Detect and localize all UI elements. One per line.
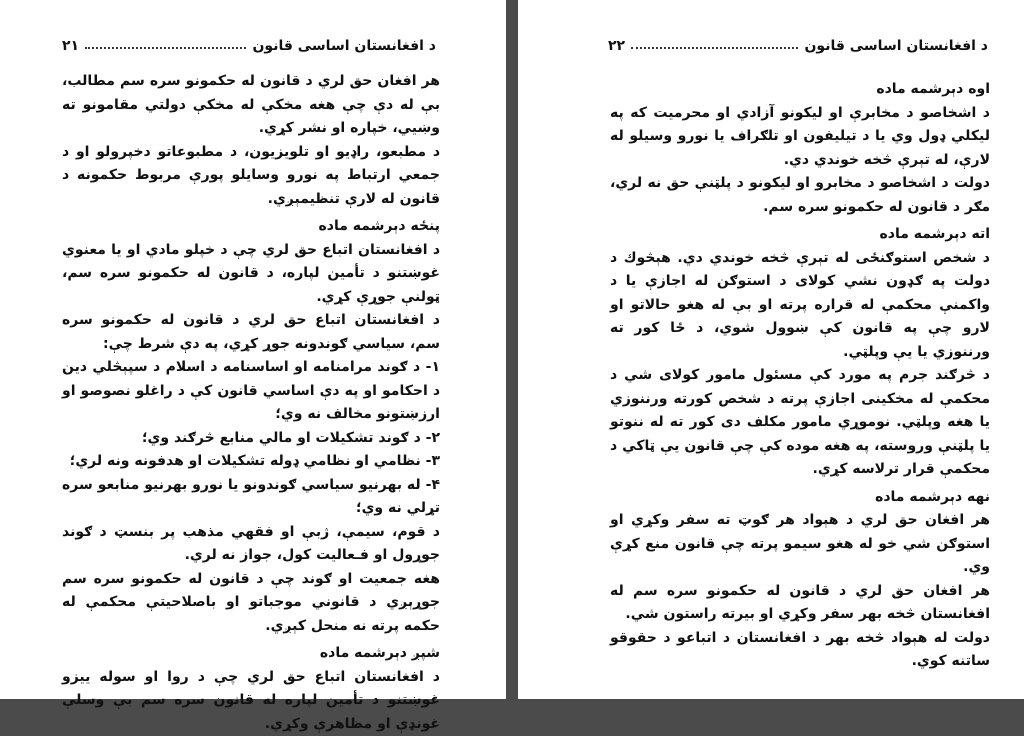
- article-heading: اته دېرشمه ماده: [610, 223, 990, 247]
- right-page: [518, 0, 1024, 699]
- article-heading: شپږ دېرشمه ماده: [62, 642, 440, 666]
- paragraph: هر افغان حق لري د هېواد هر ګوټ ته سفر وكړي او استوګن شي خو له هغو سيمو پرته چې قانون منع كړې وي.: [610, 509, 990, 580]
- paragraph: د شخص استوګنځى له تېرې څخه خوندي دي. هېڅوك د دولت په ګډون نشي كولاى د استوګن له اجازې يا د واكمنې محكمې له قراره پرته او بې له هغو حالاتو او لارو چې په قانون كې ښوول شوي، د ځا كور ته ورننوزي يا يې وپلټي.: [610, 247, 990, 365]
- paragraph: د افغانستان اتباع حق لري چې د خپلو مادي او يا معنوي غوښتنو د تأمين لپاره، د قانون له حكمونو سره سم، ټولنې جوړې كړي.: [62, 239, 440, 310]
- header-dotted-leader: [631, 47, 798, 49]
- left-page: [0, 0, 506, 699]
- list-item: ۱- د ګوند مرامنامه او اساسنامه د اسلام د سپېڅلي دين د احكامو او په دې اساسي قانون كې د راغلو نصوصو او ارزښتونو مخالف نه وي؛: [62, 356, 440, 427]
- left-page-header-title: د افغانستان اساسی قانون: [252, 38, 436, 54]
- right-page-number: ۲۲: [608, 38, 625, 54]
- list-item: ۲- د ګوند تشكيلات او مالي منابع څرګند وي؛: [62, 427, 440, 451]
- paragraph: د افغانستان اتباع حق لري چې د روا او سوله ييزو غوښتنو د تأمين لپاره له قانون سره سم بې وسلې غونډې او مظاهرې وكړي.: [62, 666, 440, 736]
- paragraph: د افغانستان اتباع حق لري د قانون له حكمونو سره سم، سياسي ګوندونه جوړ كړي، په دې شرط چې:: [62, 309, 440, 356]
- paragraph: د اشخاصو د مخابرې او ليكونو آزادي او محرميت كه په ليكلي ډول وي يا د تيليفون او تلګراف يا نورو وسيلو له لارې، له تېرې څخه خوندي دي.: [610, 102, 990, 173]
- paragraph: دولت له هېواد څخه بهر د افغانستان د اتباعو د حقوقو ساتنه كوي.: [610, 627, 990, 674]
- list-item: ۳- نظامي او نظامي ډوله تشكيلات او هدفونه ونه لري؛: [62, 450, 440, 474]
- article-heading: اوه دېرشمه ماده: [610, 78, 990, 102]
- paragraph: د مطبعو، راډيو او تلويزيون، د مطبوعاتو دخپرولو او د جمعي ارتباط په نورو وسايلو پورې مربوط حكمونه د قانون له لارې تنظيمېږي.: [62, 141, 440, 212]
- paragraph: هغه جمعيت او ګوند چې د قانون له حكمونو سره سم جوړېږي د قانوني موجباتو او باصلاحيتې محكمې له حكمه پرته نه منحل كېږي.: [62, 568, 440, 639]
- paragraph: د قوم، سيمې، ژبې او فقهي مذهب پر بنسټ د ګوند جوړول او فـعاليت كول، جواز نه لري.: [62, 521, 440, 568]
- page-gutter: [506, 0, 518, 699]
- paragraph: دولت د اشخاصو د مخابرو او ليكونو د پلټنې حق نه لري، مګر د قانون له حكمونو سره سم.: [610, 172, 990, 219]
- article-heading: پنځه دېرشمه ماده: [62, 215, 440, 239]
- left-page-header: [62, 34, 436, 54]
- right-page-header: [608, 34, 988, 54]
- paragraph: هر افغان حق لري د قانون له حكمونو سره سم له افغانستان څخه بهر سفر وكړي او بيرته راستون شي.: [610, 580, 990, 627]
- article-heading: نهه دېرشمه ماده: [610, 486, 990, 510]
- right-page-header-title: د افغانستان اساسی قانون: [804, 38, 988, 54]
- paragraph: هر افغان حق لري د قانون له حكمونو سره سم مطالب، بې له دې چې هغه مخكې له مخكې دولتي مقامونو ته وښيي، خپاره او نشر كړي.: [62, 70, 440, 141]
- header-dotted-leader: [85, 47, 246, 49]
- right-page-body: [610, 74, 990, 674]
- list-item: ۴- له بهرنيو سياسي ګوندونو يا نورو بهرنيو منابعو سره تړلي نه وي؛: [62, 474, 440, 521]
- paragraph: د څرګند جرم په مورد كې مسئول مامور كولاى شي د محكمې له مخكينى اجازې پرته د شخص كورته ورننوزي يا هغه وپلټي. نوموړي مامور مكلف دى كور ته له ننوتو يا پلټنې وروسته، په هغه موده كې چې قانون يې ټاكي د محكمې قرار ترلاسه كړي.: [610, 364, 990, 482]
- left-page-body: [62, 70, 440, 736]
- left-page-number: ۲۱: [62, 38, 79, 54]
